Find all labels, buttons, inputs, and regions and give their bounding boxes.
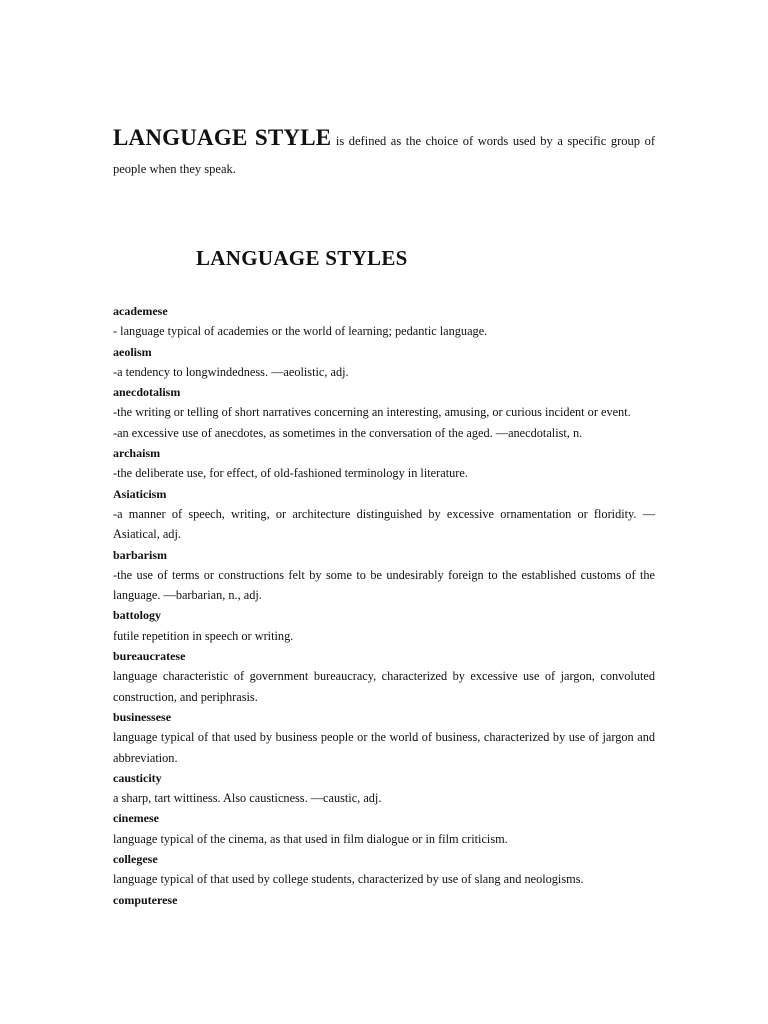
- entry-definition: -the use of terms or constructions felt by some to be undesirably foreign to the established customs of the language. —barbarian, n., adj.: [113, 567, 655, 603]
- entry-term: anecdotalism: [113, 385, 181, 400]
- section-heading: LANGUAGE STYLES: [196, 246, 408, 270]
- entry-definition: language typical of that used by business people or the world of business, characterized by use of jargon and abbreviation.: [113, 730, 655, 765]
- entry-term: bureaucratese: [113, 649, 186, 664]
- entry-term: businessese: [113, 709, 172, 724]
- entry-definition: -an excessive use of anecdotes, as sometimes in the conversation of the aged. —anecdotalist, n.: [113, 425, 583, 440]
- entry-definition: - language typical of academies or the world of learning; pedantic language.: [113, 324, 488, 339]
- entry-list: [113, 301, 655, 910]
- entry-definition: -a manner of speech, writing, or architecture distinguished by excessive ornamentation or floridity. —Asiatical, adj.: [113, 506, 655, 542]
- entry-term: computerese: [113, 892, 178, 907]
- list-item: [113, 890, 655, 910]
- list-item: [113, 443, 655, 484]
- list-item: [113, 646, 655, 707]
- list-item: [113, 605, 655, 646]
- list-item: [113, 301, 655, 342]
- entry-definition: futile repetition in speech or writing.: [113, 628, 294, 643]
- list-item: [113, 382, 655, 443]
- entry-definition: language typical of that used by college students, characterized by use of slang and neologisms.: [113, 872, 584, 887]
- intro-definition: is defined as the choice of words used by a specific group of people when they speak.: [113, 134, 655, 176]
- entry-term: academese: [113, 304, 168, 318]
- list-item: [113, 707, 655, 768]
- list-item: [113, 342, 655, 383]
- entry-term: causticity: [113, 770, 162, 785]
- list-item: [113, 484, 655, 545]
- entry-definition: -the deliberate use, for effect, of old-fashioned terminology in literature.: [113, 466, 468, 481]
- entry-term: cinemese: [113, 811, 159, 826]
- entry-term: aeolism: [113, 344, 152, 359]
- list-item: [113, 768, 655, 809]
- entry-term: battology: [113, 608, 161, 623]
- entry-definition: language typical of the cinema, as that used in film dialogue or in film criticism.: [113, 831, 508, 846]
- intro-paragraph: [113, 124, 655, 183]
- list-item: [113, 808, 655, 849]
- entry-term: collegese: [113, 852, 158, 867]
- entry-definition: language characteristic of government bureaucracy, characterized by excessive use of jargon, convoluted construction, and periphrasis.: [113, 669, 655, 704]
- list-item: [113, 849, 655, 890]
- entry-term: archaism: [113, 446, 161, 461]
- intro-term: LANGUAGE STYLE: [113, 125, 332, 150]
- entry-definition: -the writing or telling of short narratives concerning an interesting, amusing, or curious incident or event.: [113, 405, 631, 420]
- entry-definition: -a tendency to longwindedness. —aeolistic, adj.: [113, 364, 349, 379]
- entry-definition: a sharp, tart wittiness. Also causticness. —caustic, adj.: [113, 791, 382, 806]
- entry-term: Asiaticism: [113, 486, 167, 501]
- entry-term: barbarism: [113, 547, 167, 562]
- list-item: [113, 545, 655, 606]
